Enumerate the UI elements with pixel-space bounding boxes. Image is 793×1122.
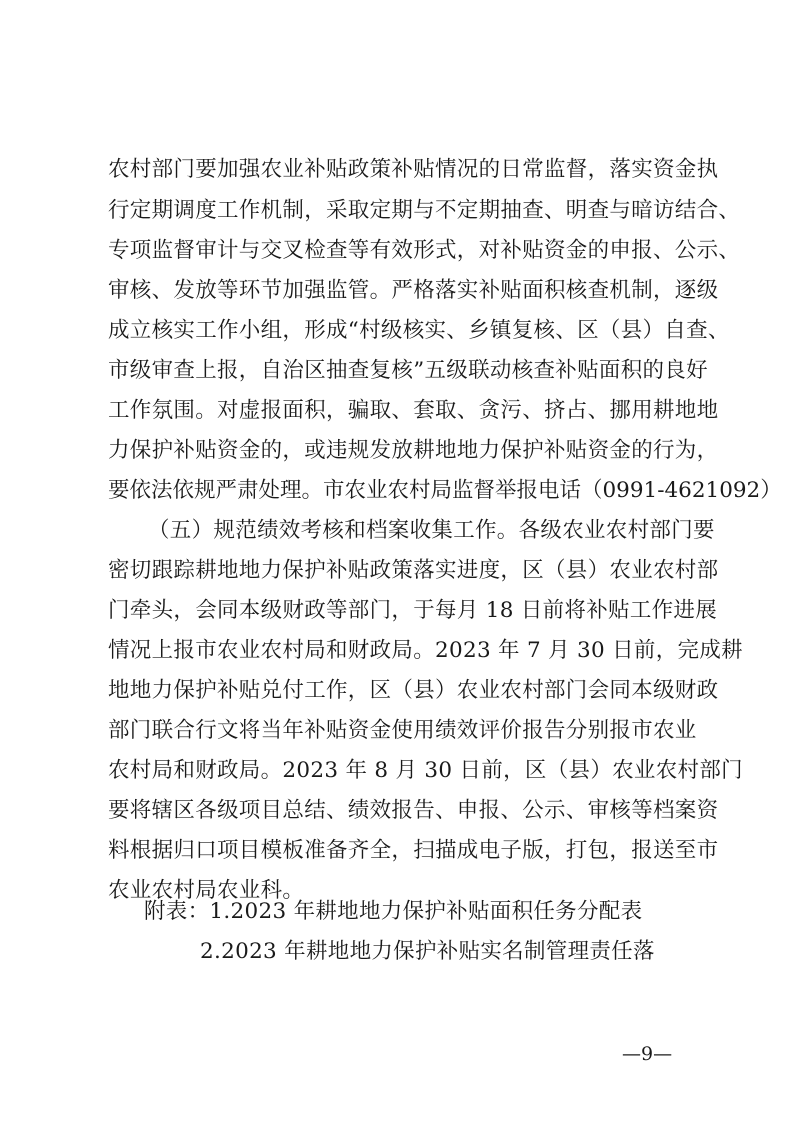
attachment-line-1 bbox=[144, 897, 642, 927]
body-line: 地地力保护补贴兑付工作，区（县）农业农村部门会同本级财政 bbox=[108, 678, 719, 703]
body-line: 成立核实工作小组，形成“村级核实、乡镇复核、区（县）自查、 bbox=[108, 318, 730, 343]
body-line: 农村部门要加强农业补贴政策补贴情况的日常监督，落实资金执 bbox=[108, 157, 719, 182]
body-line: 密切跟踪耕地地力保护补贴政策落实进度，区（县）农业农村部 bbox=[108, 558, 719, 583]
body-line: 要将辖区各级项目总结、绩效报告、申报、公示、审核等档案资 bbox=[108, 798, 719, 823]
attachment-item-2: 2.2023 年耕地地力保护补贴实名制管理责任落 bbox=[200, 939, 655, 964]
attachment-label: 附表： bbox=[144, 899, 210, 924]
attachment-item-1: 1.2023 年耕地地力保护补贴面积任务分配表 bbox=[209, 899, 643, 924]
body-line: 专项监督审计与交叉检查等有效形式，对补贴资金的申报、公示、 bbox=[108, 238, 741, 263]
page-number: —9— bbox=[622, 1043, 673, 1065]
body-line: 要依法依规严肃处理。市农业农村局监督举报电话（0991-4621092） bbox=[108, 478, 782, 503]
body-line: 力保护补贴资金的，或违规发放耕地地力保护补贴资金的行为， bbox=[108, 438, 719, 463]
body-line: 门牵头，会同本级财政等部门，于每月 18 日前将补贴工作进展 bbox=[108, 598, 718, 623]
body-line: 工作氛围。对虚报面积，骗取、套取、贪污、挤占、挪用耕地地 bbox=[108, 398, 719, 423]
body-line: 行定期调度工作机制，采取定期与不定期抽查、明查与暗访结合、 bbox=[108, 198, 741, 223]
body-line: 审核、发放等环节加强监管。严格落实补贴面积核查机制，逐级 bbox=[108, 278, 719, 303]
body-line: 情况上报市农业农村局和财政局。2023 年 7 月 30 日前，完成耕 bbox=[108, 638, 743, 663]
body-line: 部门联合行文将当年补贴资金使用绩效评价报告分别报市农业 bbox=[108, 718, 697, 743]
body-line: 农村局和财政局。2023 年 8 月 30 日前，区（县）农业农村部门 bbox=[108, 758, 743, 783]
body-line: 市级审查上报，自治区抽查复核”五级联动核查补贴面积的良好 bbox=[108, 358, 708, 383]
body-line: 农业农村局农业科。 bbox=[108, 878, 305, 903]
body-line: 料根据归口项目模板准备齐全，扫描成电子版，打包，报送至市 bbox=[108, 838, 719, 863]
section-heading-line: （五）规范绩效考核和档案收集工作。各级农业农村部门要 bbox=[148, 518, 715, 543]
